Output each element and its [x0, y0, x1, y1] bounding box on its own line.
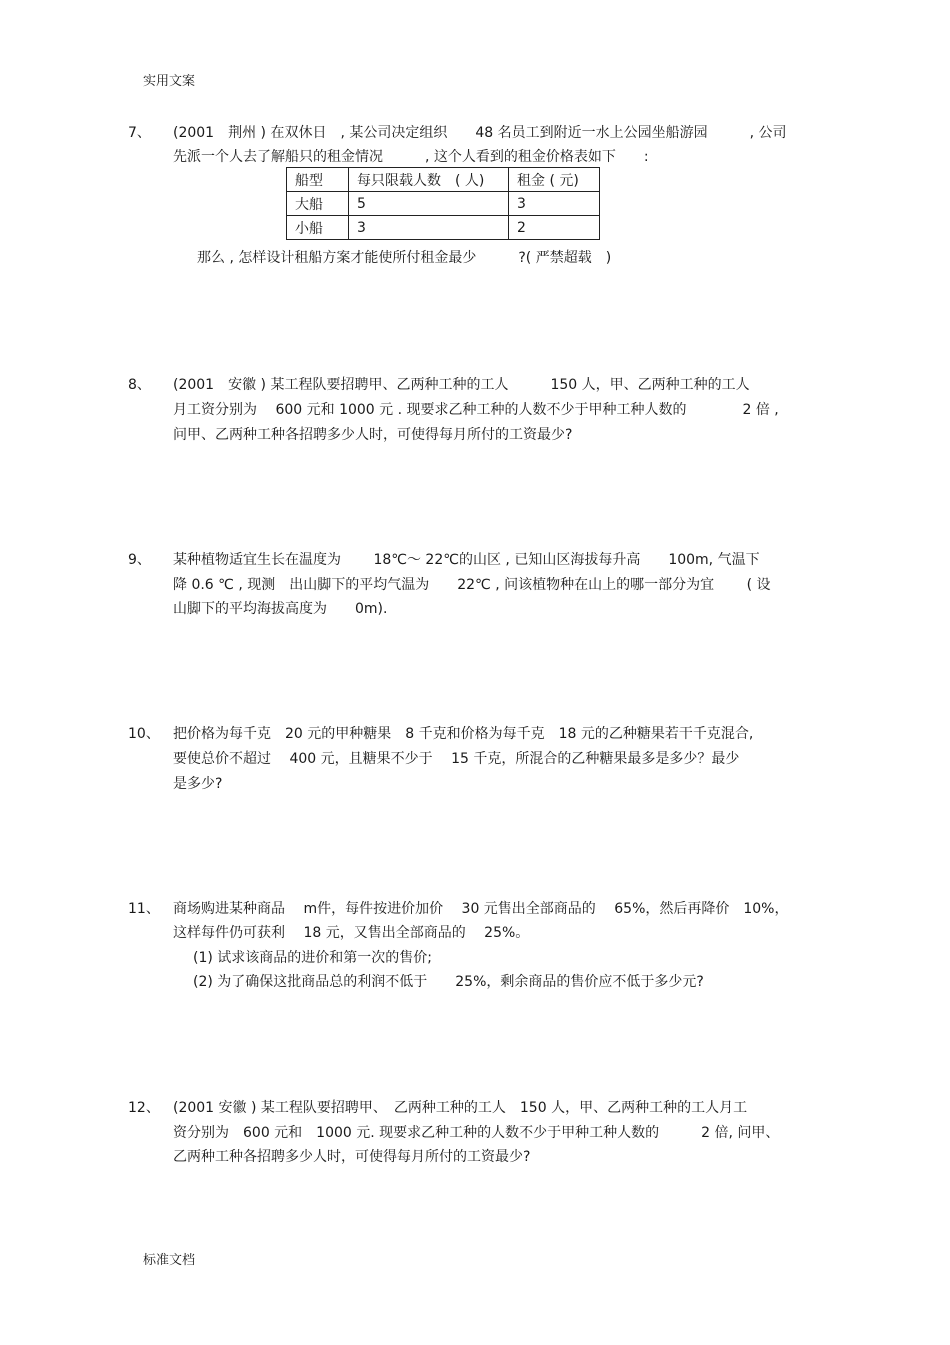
problem-7-line-2: 先派一个人去了解船只的租金情况 , 这个人看到的租金价格表如下 : [173, 149, 649, 165]
problem-10-line-3: 是多少? [173, 776, 223, 792]
problem-11-line-2: 这样每件仍可获利 18 元，又售出全部商品的 25%。 [173, 925, 530, 941]
page-header: 实用文案 [143, 74, 196, 89]
problem-8-line-2: 月工资分别为 600 元和 1000 元 . 现要求乙种工种的人数不少于甲种工种人数的 2 倍 , [173, 402, 779, 418]
problem-11-number: 11、 [128, 901, 160, 917]
page-footer: 标准文档 [143, 1253, 196, 1268]
problem-10-line-1: 把价格为每千克 20 元的甲种糖果 8 千克和价格为每千克 18 元的乙种糖果若干千克混合, [173, 726, 754, 742]
table-row [287, 192, 600, 216]
problem-10-line-2: 要使总价不超过 400 元，且糖果不少于 15 千克，所混合的乙种糖果最多是多少？最少 [173, 751, 740, 767]
problem-9-line-3: 山脚下的平均海拔高度为 0m). [173, 601, 388, 617]
problem-11-sub-2: (2) 为了确保这批商品总的利润不低于 25%，剩余商品的售价应不低于多少元? [193, 974, 704, 990]
problem-10-number: 10、 [128, 726, 160, 742]
problem-11-line-1: 商场购进某种商品 m件，每件按进价加价 30 元售出全部商品的 65%，然后再降价 10%， [173, 901, 789, 917]
problem-9-line-2: 降 0.6 ℃ , 现测 出山脚下的平均气温为 22℃ , 问该植物种在山上的哪一部分为宜 ( 设 [173, 577, 771, 593]
problem-8-number: 8、 [128, 377, 151, 393]
table-header-row [287, 168, 600, 192]
problem-8-line-3: 问甲、乙两种工种各招聘多少人时，可使得每月所付的工资最少? [173, 427, 573, 443]
table-cell: 3 [349, 216, 509, 240]
table-cell: 5 [349, 192, 509, 216]
table-cell: 3 [509, 192, 600, 216]
problem-9-number: 9、 [128, 552, 151, 568]
table-row [287, 216, 600, 240]
problem-7-line-1: (2001 荆州 ) 在双休日 , 某公司决定组织 48 名员工到附近一水上公园坐船游园 , 公司 [173, 125, 787, 141]
problem-7-number: 7、 [128, 125, 151, 141]
problem-9-line-1: 某种植物适宜生长在温度为 18℃～ 22℃的山区 , 已知山区海拔每升高 100m, 气温下 [173, 552, 760, 568]
problem-11-sub-1: (1) 试求该商品的进价和第一次的售价; [193, 950, 432, 966]
problem-7-question: 那么 , 怎样设计租船方案才能使所付租金最少 ?( 严禁超载 ) [197, 250, 612, 266]
problem-12-line-2: 资分别为 600 元和 1000 元. 现要求乙种工种的人数不少于甲种工种人数的 2 倍, 问甲、 [173, 1125, 780, 1141]
problem-12-line-1: (2001 安徽 ) 某工程队要招聘甲、 乙两种工种的工人 150 人，甲、乙两种工种的工人月工 [173, 1100, 748, 1116]
table-cell: 大船 [287, 192, 349, 216]
table-cell: 小船 [287, 216, 349, 240]
table-header-cell: 船型 [287, 168, 349, 192]
rental-price-table [286, 167, 600, 240]
problem-12-line-3: 乙两种工种各招聘多少人时，可使得每月所付的工资最少? [173, 1149, 531, 1165]
table-header-cell: 每只限载人数 ( 人) [349, 168, 509, 192]
table-cell: 2 [509, 216, 600, 240]
problem-12-number: 12、 [128, 1100, 160, 1116]
problem-8-line-1: (2001 安徽 ) 某工程队要招聘甲、乙两种工种的工人 150 人，甲、乙两种工种的工人 [173, 377, 750, 393]
table-header-cell: 租金 ( 元) [509, 168, 600, 192]
